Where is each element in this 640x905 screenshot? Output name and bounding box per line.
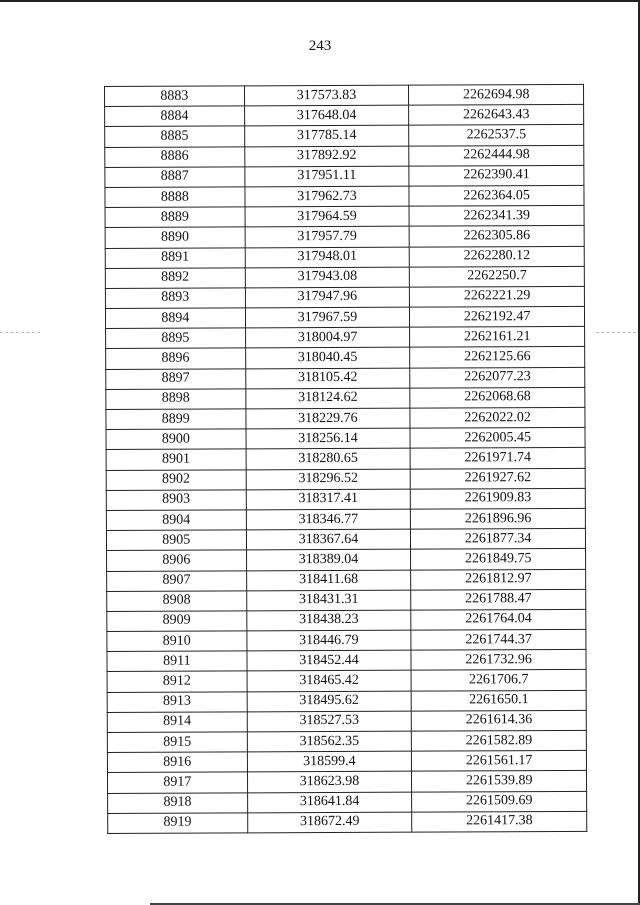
coordinate-table-body — [105, 84, 587, 833]
y-coordinate-cell: 2261509.69 — [412, 791, 587, 812]
table-row — [105, 206, 584, 228]
y-coordinate-cell: 2261706.7 — [411, 670, 586, 691]
y-coordinate-cell: 2262192.47 — [410, 306, 585, 327]
table-row — [107, 730, 586, 752]
table-row — [106, 327, 585, 349]
x-coordinate-cell: 317948.01 — [245, 247, 410, 268]
point-id-cell: 8900 — [106, 429, 246, 450]
point-id-cell: 8901 — [106, 449, 246, 470]
fold-mark-left — [0, 332, 40, 333]
x-coordinate-cell: 318672.49 — [247, 812, 412, 833]
x-coordinate-cell: 318431.31 — [246, 590, 411, 611]
y-coordinate-cell: 2262068.68 — [410, 387, 585, 408]
table-row — [105, 145, 584, 167]
y-coordinate-cell: 2261650.1 — [411, 690, 586, 711]
table-row — [107, 710, 586, 732]
table-row — [106, 529, 585, 551]
x-coordinate-cell: 317943.08 — [245, 267, 410, 288]
point-id-cell: 8887 — [105, 167, 245, 188]
point-id-cell: 8918 — [108, 792, 248, 813]
x-coordinate-cell: 318124.62 — [245, 388, 410, 409]
x-coordinate-cell: 318495.62 — [247, 691, 412, 712]
x-coordinate-cell: 317957.79 — [245, 226, 410, 247]
fold-mark-right — [596, 332, 636, 333]
point-id-cell: 8907 — [107, 570, 247, 591]
table-row — [106, 367, 585, 389]
y-coordinate-cell: 2262390.41 — [409, 165, 584, 186]
y-coordinate-cell: 2262022.02 — [410, 407, 585, 428]
x-coordinate-cell: 318346.77 — [246, 509, 411, 530]
x-coordinate-cell: 318105.42 — [245, 368, 410, 389]
x-coordinate-cell: 318389.04 — [246, 549, 411, 570]
point-id-cell: 8891 — [105, 247, 245, 268]
y-coordinate-cell: 2261732.96 — [411, 650, 586, 671]
point-id-cell: 8890 — [105, 227, 245, 248]
x-coordinate-cell: 318562.35 — [247, 731, 412, 752]
y-coordinate-cell: 2262694.98 — [409, 84, 584, 105]
y-coordinate-cell: 2261582.89 — [412, 730, 587, 751]
x-coordinate-cell: 318438.23 — [246, 610, 411, 631]
table-row — [105, 105, 584, 127]
point-id-cell: 8910 — [107, 631, 247, 652]
y-coordinate-cell: 2261896.96 — [411, 508, 586, 529]
x-coordinate-cell: 318411.68 — [246, 570, 411, 591]
x-coordinate-cell: 318641.84 — [247, 792, 412, 813]
point-id-cell: 8886 — [105, 146, 245, 167]
x-coordinate-cell: 318446.79 — [247, 630, 412, 651]
table-row — [107, 589, 586, 611]
point-id-cell: 8903 — [106, 490, 246, 511]
x-coordinate-cell: 317648.04 — [244, 105, 409, 126]
point-id-cell: 8916 — [107, 752, 247, 773]
y-coordinate-cell: 2262250.7 — [410, 266, 585, 287]
table-row — [105, 84, 584, 106]
point-id-cell: 8893 — [105, 288, 245, 309]
x-coordinate-cell: 317967.59 — [245, 307, 410, 328]
point-id-cell: 8919 — [108, 813, 248, 834]
x-coordinate-cell: 318004.97 — [245, 327, 410, 348]
point-id-cell: 8889 — [105, 207, 245, 228]
y-coordinate-cell: 2261877.34 — [411, 529, 586, 550]
table-row — [105, 226, 584, 248]
point-id-cell: 8899 — [106, 409, 246, 430]
y-coordinate-cell: 2261417.38 — [412, 811, 587, 832]
point-id-cell: 8884 — [105, 106, 245, 127]
page-number: 243 — [308, 38, 332, 54]
point-id-cell: 8896 — [106, 348, 246, 369]
point-id-cell: 8915 — [107, 732, 247, 753]
table-row — [106, 407, 585, 429]
x-coordinate-cell: 318452.44 — [247, 650, 412, 671]
table-row — [107, 771, 586, 793]
x-coordinate-cell: 318280.65 — [246, 449, 411, 470]
x-coordinate-cell: 318623.98 — [247, 772, 412, 793]
y-coordinate-cell: 2262161.21 — [410, 327, 585, 348]
point-id-cell: 8898 — [106, 389, 246, 410]
point-id-cell: 8905 — [106, 530, 246, 551]
x-coordinate-cell: 318229.76 — [246, 408, 411, 429]
point-id-cell: 8912 — [107, 671, 247, 692]
point-id-cell: 8913 — [107, 692, 247, 713]
table-row — [106, 387, 585, 409]
point-id-cell: 8914 — [107, 712, 247, 733]
table-row — [106, 428, 585, 450]
point-id-cell: 8885 — [105, 126, 245, 147]
table-row — [107, 650, 586, 672]
table-row — [105, 125, 584, 147]
table-row — [108, 811, 587, 833]
table-row — [106, 508, 585, 530]
y-coordinate-cell: 2262005.45 — [410, 428, 585, 449]
y-coordinate-cell: 2262305.86 — [409, 226, 584, 247]
point-id-cell: 8906 — [107, 550, 247, 571]
point-id-cell: 8917 — [107, 772, 247, 793]
y-coordinate-cell: 2261561.17 — [412, 751, 587, 772]
y-coordinate-cell: 2261614.36 — [412, 710, 587, 731]
point-id-cell: 8894 — [105, 308, 245, 329]
x-coordinate-cell: 318296.52 — [246, 469, 411, 490]
point-id-cell: 8883 — [105, 86, 245, 107]
table-row — [107, 609, 586, 631]
table-row — [105, 185, 584, 207]
table-row — [106, 347, 585, 369]
x-coordinate-cell: 317785.14 — [244, 126, 409, 147]
y-coordinate-cell: 2261539.89 — [412, 771, 587, 792]
table-row — [105, 266, 584, 288]
y-coordinate-cell: 2261764.04 — [411, 609, 586, 630]
point-id-cell: 8892 — [105, 268, 245, 289]
coordinate-table — [104, 84, 587, 834]
table-row — [105, 165, 584, 187]
y-coordinate-cell: 2261909.83 — [411, 488, 586, 509]
y-coordinate-cell: 2261927.62 — [411, 468, 586, 489]
y-coordinate-cell: 2261788.47 — [411, 589, 586, 610]
x-coordinate-cell: 317964.59 — [245, 206, 410, 227]
y-coordinate-cell: 2262444.98 — [409, 145, 584, 166]
table-row — [106, 468, 585, 490]
y-coordinate-cell: 2261849.75 — [411, 549, 586, 570]
x-coordinate-cell: 318317.41 — [246, 489, 411, 510]
x-coordinate-cell: 317951.11 — [244, 166, 409, 187]
y-coordinate-cell: 2261971.74 — [410, 448, 585, 469]
table-row — [107, 751, 586, 773]
point-id-cell: 8897 — [106, 369, 246, 390]
table-row — [107, 549, 586, 571]
table-row — [105, 306, 584, 328]
y-coordinate-cell: 2262537.5 — [409, 125, 584, 146]
point-id-cell: 8895 — [106, 328, 246, 349]
y-coordinate-cell: 2261744.37 — [411, 629, 586, 650]
table-row — [106, 448, 585, 470]
y-coordinate-cell: 2262280.12 — [410, 246, 585, 267]
point-id-cell: 8904 — [106, 510, 246, 531]
y-coordinate-cell: 2261812.97 — [411, 569, 586, 590]
page-edge-top — [0, 0, 640, 2]
x-coordinate-cell: 317962.73 — [245, 186, 410, 207]
x-coordinate-cell: 317947.96 — [245, 287, 410, 308]
table-row — [105, 286, 584, 308]
x-coordinate-cell: 317892.92 — [244, 146, 409, 167]
x-coordinate-cell: 317573.83 — [244, 85, 409, 106]
x-coordinate-cell: 318040.45 — [245, 348, 410, 369]
table-row — [107, 569, 586, 591]
table-row — [107, 629, 586, 651]
y-coordinate-cell: 2262077.23 — [410, 367, 585, 388]
y-coordinate-cell: 2262125.66 — [410, 347, 585, 368]
x-coordinate-cell: 318256.14 — [246, 428, 411, 449]
table-row — [107, 690, 586, 712]
point-id-cell: 8888 — [105, 187, 245, 208]
point-id-cell: 8911 — [107, 651, 247, 672]
y-coordinate-cell: 2262341.39 — [409, 206, 584, 227]
table-row — [106, 488, 585, 510]
table-row — [107, 670, 586, 692]
x-coordinate-cell: 318599.4 — [247, 751, 412, 772]
x-coordinate-cell: 318367.64 — [246, 529, 411, 550]
x-coordinate-cell: 318465.42 — [247, 671, 412, 692]
y-coordinate-cell: 2262221.29 — [410, 286, 585, 307]
x-coordinate-cell: 318527.53 — [247, 711, 412, 732]
point-id-cell: 8908 — [107, 591, 247, 612]
y-coordinate-cell: 2262364.05 — [409, 185, 584, 206]
table-row — [105, 246, 584, 268]
point-id-cell: 8909 — [107, 611, 247, 632]
table-row — [108, 791, 587, 813]
point-id-cell: 8902 — [106, 469, 246, 490]
y-coordinate-cell: 2262643.43 — [409, 105, 584, 126]
